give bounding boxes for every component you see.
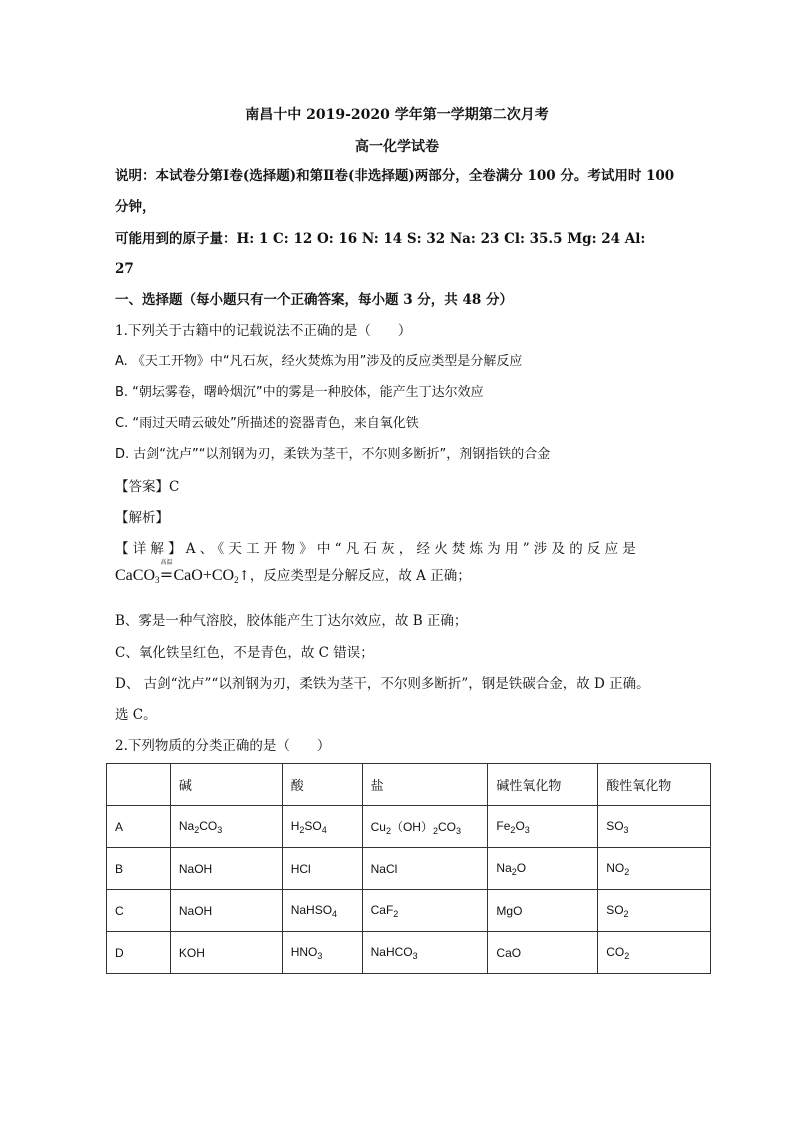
- row-label: D: [107, 932, 171, 974]
- formula-part: NaHSO: [290, 902, 333, 917]
- table-cell: [598, 932, 711, 974]
- table-cell: [282, 890, 362, 932]
- formula-subscript: 3: [524, 824, 530, 835]
- table-cell: [282, 848, 362, 890]
- formula-part: O: [516, 860, 527, 875]
- table-cell: [488, 890, 598, 932]
- formula-part: MgO: [496, 903, 523, 918]
- atomic-mass-line-1: 可能用到的原子量：H: 1 C: 12 O: 16 N: 14 S: 32 Na: 23 Cl: 35.5 Mg: 24 Al:: [115, 231, 646, 247]
- table-header-cell: 酸性氧化物: [598, 764, 711, 806]
- q1-detail-c: C、氧化铁呈红色，不是青色，故 C 错误；: [115, 645, 374, 661]
- formula-part: SO: [606, 818, 624, 833]
- q2-stem: 2.下列物质的分类正确的是（ ）: [115, 738, 331, 754]
- table-row: [107, 848, 711, 890]
- q1-conclusion: 选 C。: [115, 707, 157, 723]
- formula-part: Na: [496, 860, 512, 875]
- formula-part: O: [515, 818, 525, 833]
- exam-subtitle: 高一化学试卷: [355, 139, 439, 155]
- q1-detail-a: 【详解】A、《天工开物》中“凡石灰，经火焚炼为用”涉及的反应是: [115, 541, 641, 557]
- equation-products: [174, 567, 239, 585]
- table-cell: [362, 848, 488, 890]
- table-cell: [282, 806, 362, 848]
- table-header-cell: 酸: [282, 764, 362, 806]
- formula-subscript: 2: [624, 866, 630, 877]
- reaction-condition: 高温: [160, 559, 173, 566]
- table-cell: [170, 848, 282, 890]
- instructions-label: 说明：: [115, 168, 156, 184]
- reactant-formula: CaCO: [115, 567, 155, 584]
- formula-subscript: 3: [217, 824, 223, 835]
- table-cell: [170, 806, 282, 848]
- row-label: B: [107, 848, 171, 890]
- q1-option-b: B. “朝坛雾卷，曙岭烟沉”中的雾是一种胶体，能产生丁达尔效应: [115, 385, 484, 400]
- equation-tail: ，反应类型是分解反应，故 A 正确；: [249, 568, 471, 584]
- table-cell: [488, 848, 598, 890]
- formula-part: NaOH: [178, 903, 213, 918]
- formula-subscript: 3: [317, 950, 323, 961]
- formula-part: HNO: [290, 944, 318, 959]
- formula-subscript: 2: [194, 824, 200, 835]
- instructions-text: 本试卷分第Ⅰ卷(选择题)和第Ⅱ卷(非选择题)两部分，全卷满分 100 分。考试用时 100: [155, 168, 675, 184]
- instructions-line-2: 分钟，: [115, 199, 156, 215]
- table-cell: [170, 890, 282, 932]
- table-cell: [362, 890, 488, 932]
- formula-subscript: 3: [456, 825, 462, 836]
- table-cell: [362, 806, 488, 848]
- equation-reactant: [115, 567, 160, 585]
- table-header-cell: 碱: [170, 764, 282, 806]
- formula-subscript: 3: [623, 824, 629, 835]
- exam-title: 南昌十中 2019-2020 学年第一学期第二次月考: [245, 107, 549, 123]
- formula-subscript: 2: [393, 908, 399, 919]
- q1-detail-b: B、雾是一种气溶胶，胶体能产生丁达尔效应，故 B 正确；: [115, 613, 468, 629]
- table-header-cell: 盐: [362, 764, 488, 806]
- table-cell: [362, 932, 488, 974]
- equals-symbol: =: [159, 565, 174, 584]
- q1-option-c: C. “雨过天晴云破处”所描述的瓷器青色，来自氧化铁: [115, 416, 419, 431]
- section-heading: 一、选择题（每小题只有一个正确答案，每小题 3 分，共 48 分）: [115, 292, 513, 308]
- formula-subscript: 4: [321, 824, 327, 835]
- products-subscript: 2: [234, 575, 239, 585]
- table-header-row: [107, 764, 711, 806]
- formula-part: NaHCO: [370, 944, 413, 959]
- formula-part: CO: [606, 944, 625, 959]
- q1-answer: 【答案】C: [115, 479, 180, 495]
- formula-part: Fe: [496, 818, 511, 833]
- formula-subscript: 2: [299, 824, 305, 835]
- table-row: [107, 890, 711, 932]
- table-cell: [488, 806, 598, 848]
- table-cell: [488, 932, 598, 974]
- formula-part: NaCl: [370, 861, 398, 876]
- chemical-equation: [115, 559, 471, 585]
- formula-subscript: 2: [510, 824, 516, 835]
- row-label: C: [107, 890, 171, 932]
- formula-subscript: 2: [623, 908, 629, 919]
- formula-subscript: 3: [412, 950, 418, 961]
- table-cell: [170, 932, 282, 974]
- formula-part: CO: [438, 819, 456, 834]
- table-row: [107, 806, 711, 848]
- formula-subscript: 2: [511, 866, 517, 877]
- equation-sign: [159, 559, 174, 584]
- reactant-subscript: 3: [155, 575, 160, 585]
- table-row: [107, 932, 711, 974]
- formula-part: SO: [606, 902, 624, 917]
- table-cell: [598, 890, 711, 932]
- formula-part: SO: [304, 818, 322, 833]
- formula-part: CaF: [370, 902, 394, 917]
- formula-part: CaO: [496, 945, 522, 960]
- table-header-cell: 碱性氧化物: [488, 764, 598, 806]
- formula-subscript: 2: [385, 825, 391, 836]
- row-label: A: [107, 806, 171, 848]
- formula-part: NaOH: [178, 861, 213, 876]
- formula-part: NO: [606, 860, 625, 875]
- formula-subscript: 2: [624, 950, 630, 961]
- table-header-cell: [107, 764, 171, 806]
- formula-part: CO: [199, 818, 218, 833]
- formula-subscript: 4: [332, 908, 338, 919]
- gas-arrow-icon: ↑: [238, 568, 250, 584]
- products-formula: CaO+CO: [173, 567, 235, 584]
- q1-option-a: A. 《天工开物》中“凡石灰，经火焚炼为用”涉及的反应类型是分解反应: [115, 354, 523, 369]
- q1-stem: 1.下列关于古籍中的记载说法不正确的是（ ）: [115, 323, 412, 339]
- q1-analysis-label: 【解析】: [115, 510, 169, 526]
- formula-part: Cu: [370, 819, 386, 834]
- atomic-mass-line-2: 27: [115, 261, 134, 277]
- table-cell: [598, 806, 711, 848]
- instructions-line-1: [115, 167, 715, 185]
- formula-subscript: 2: [432, 825, 438, 836]
- classification-table: [106, 763, 711, 974]
- formula-part: H: [290, 818, 300, 833]
- q1-detail-d: D、 古剑“沈卢”“以剂钢为刃，柔铁为茎干，不尔则多断折”，钢是铁碳合金，故 D 正确。: [115, 676, 650, 692]
- formula-part: HCl: [290, 861, 311, 876]
- formula-part: KOH: [178, 945, 205, 960]
- formula-part: Na: [178, 818, 195, 833]
- q1-option-d: D. 古剑“沈卢”“以剂钢为刃，柔铁为茎干，不尔则多断折”，剂钢指铁的合金: [115, 447, 551, 462]
- formula-part: （OH）: [390, 819, 433, 834]
- table-cell: [282, 932, 362, 974]
- table-cell: [598, 848, 711, 890]
